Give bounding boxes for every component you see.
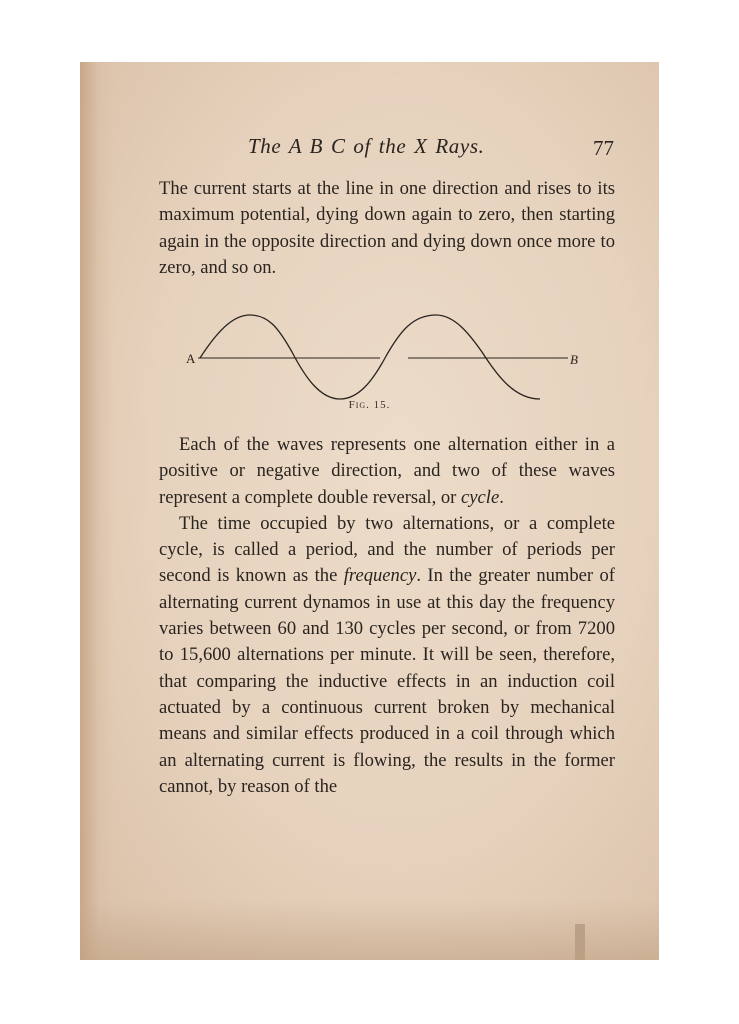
figure-sine-wave <box>200 315 540 399</box>
figure-label-b: B <box>570 352 578 367</box>
figure-caption-text: Fig. 15. <box>348 399 391 411</box>
running-head <box>80 134 659 164</box>
figure-label-a: A <box>186 351 196 366</box>
paragraph-3-text: The time occupied by two alternations, or a complete cycle, is called a period, and the number of periods per second is known as the <box>159 512 615 587</box>
term-cycle: cycle <box>461 486 500 508</box>
paragraph-2-3-block <box>159 432 615 800</box>
paragraph-2-end: . <box>499 486 504 508</box>
paragraph-2-text: Each of the waves represents one alternation either in a positive or negative direction, and two of these waves represent a complete double reversal, or <box>159 434 615 508</box>
term-frequency: frequency <box>343 565 417 587</box>
book-page-scan <box>80 62 659 960</box>
figure-caption <box>80 399 659 411</box>
paragraph-2 <box>159 432 615 511</box>
paragraph-3-rest: . In the greater number of alternating current dynamos in use at this day the frequency varies between 60 and 130 cycles per second, or from 7200 to 15,600 alternations per minute. It will be seen, therefore, that comparing the inductive effects in an induction coil actuated by a continuous current broken by mechanical means and similar effects produced in a coil through which an alternating current is flowing, the results in the former cannot, by reason of the <box>159 565 615 797</box>
running-title: The A B C of the X Rays. <box>248 134 485 158</box>
paragraph-1-text: The current starts at the line in one direction and rises to its maximum potential, dying down again to zero, then starting again in the opposite direction and dying down once more to zero, and so on. <box>159 178 615 278</box>
scan-shadow <box>575 924 585 960</box>
page-number: 77 <box>593 136 614 160</box>
paragraph-1 <box>159 176 615 281</box>
paragraph-3 <box>159 511 615 800</box>
